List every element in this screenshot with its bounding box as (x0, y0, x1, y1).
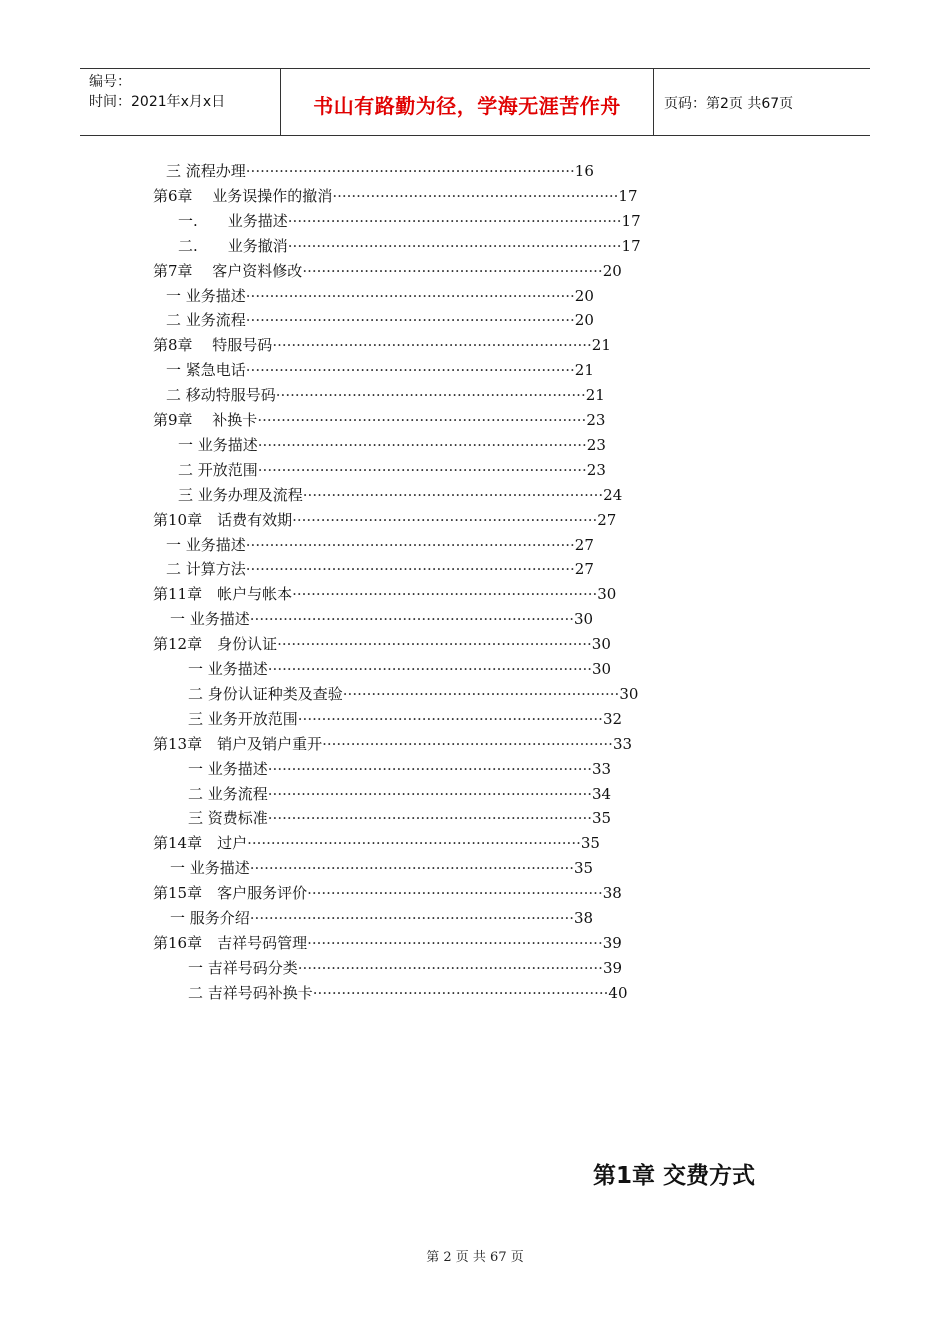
toc-entry-label: 一 业务描述 (188, 759, 268, 778)
toc-entry-page: 34 (592, 784, 612, 803)
header-page-info: 页码：第2页 共67页 (664, 96, 794, 112)
toc-leader-dots: ······························································ (307, 933, 603, 952)
toc-entry[interactable] (178, 210, 663, 232)
toc-leader-dots: ································································ (292, 585, 598, 604)
toc-entry-page: 30 (591, 635, 611, 654)
toc-entry-page: 33 (612, 734, 633, 753)
toc-entry-page: 39 (602, 958, 623, 977)
toc-entry[interactable] (153, 583, 639, 605)
toc-entry[interactable] (170, 857, 614, 879)
toc-entry-label: 第9章 补换卡 (153, 411, 258, 429)
toc-entry-label: 一 业务描述 (188, 660, 268, 678)
toc-leader-dots: ······························································ (307, 884, 603, 903)
toc-leader-dots: ···································································· (249, 859, 575, 878)
toc-entry-label: 一. 业务描述 (178, 211, 288, 230)
toc-entry-label: 二 吉祥号码补换卡 (188, 983, 313, 1002)
toc-entry-page: 24 (603, 485, 623, 504)
toc-leader-dots: ·································································· (277, 635, 592, 654)
header-meta (80, 69, 281, 135)
toc-entry-page: 35 (574, 859, 594, 878)
page-header (80, 68, 870, 136)
toc-entry-page: 21 (591, 336, 611, 355)
toc-entry-page: 20 (574, 311, 594, 330)
toc-entry[interactable] (166, 309, 616, 331)
toc-entry-label: 二 计算方法 (166, 560, 246, 579)
toc-entry[interactable] (166, 534, 616, 556)
toc-entry-label: 一 业务描述 (166, 535, 246, 554)
toc-entry[interactable] (166, 285, 616, 307)
toc-entry[interactable] (153, 509, 639, 531)
toc-entry-label: 三 资费标准 (188, 809, 268, 828)
toc-entry[interactable] (153, 932, 645, 954)
toc-entry-page: 30 (619, 684, 639, 703)
toc-entry-page: 27 (574, 535, 594, 554)
toc-entry-page: 17 (621, 236, 641, 255)
toc-entry[interactable] (178, 434, 628, 456)
toc-entry-label: 一 紧急电话 (166, 361, 246, 380)
toc-entry[interactable] (166, 359, 616, 381)
toc-entry-page: 20 (602, 261, 622, 280)
toc-entry-label: 二 移动特服号码 (166, 386, 276, 405)
toc-entry[interactable] (188, 758, 632, 780)
toc-entry-page: 27 (597, 510, 617, 529)
toc-entry-page: 27 (574, 560, 594, 579)
toc-leader-dots: ····································································· (257, 411, 587, 429)
toc-entry-page: 35 (580, 834, 600, 853)
toc-entry-label: 一 业务描述 (166, 286, 246, 305)
toc-entry-page: 17 (621, 211, 641, 230)
toc-entry-label: 第15章 客户服务评价 (153, 884, 308, 903)
toc-leader-dots: ································································ (297, 709, 603, 728)
toc-entry-label: 第10章 话费有效期 (153, 510, 293, 529)
toc-entry-label: 第7章 客户资料修改 (153, 261, 303, 280)
toc-entry-page: 38 (574, 909, 594, 927)
toc-entry[interactable] (178, 484, 645, 506)
toc-entry-page: 21 (574, 361, 594, 380)
toc-entry[interactable] (153, 185, 656, 207)
toc-leader-dots: ···························································· (332, 186, 619, 205)
toc-entry-page: 32 (602, 709, 623, 728)
toc-entry-page: 40 (608, 983, 628, 1002)
toc-entry[interactable] (153, 882, 645, 904)
toc-entry-label: 三 流程办理 (166, 162, 246, 180)
toc-entry-page: 21 (585, 386, 605, 405)
toc-entry[interactable] (170, 608, 614, 630)
toc-entry[interactable] (153, 733, 651, 755)
toc-leader-dots: ···································································· (267, 809, 593, 828)
toc-entry-label: 第11章 帐户与帐本 (153, 585, 293, 604)
toc-entry-label: 一 吉祥号码分类 (188, 958, 298, 977)
toc-entry[interactable] (178, 235, 663, 257)
toc-entry[interactable] (153, 832, 623, 854)
toc-leader-dots: ····································································· (245, 311, 575, 330)
toc-entry-page: 39 (602, 933, 622, 952)
toc-entry[interactable] (166, 384, 626, 406)
toc-leader-dots: ·························································· (342, 684, 620, 703)
toc-leader-dots: ····································································· (245, 162, 575, 180)
toc-entry-page: 35 (592, 809, 612, 828)
toc-leader-dots: ······································································ (247, 834, 581, 853)
toc-leader-dots: ··································································· (272, 336, 592, 355)
toc-entry-page: 23 (586, 435, 606, 454)
page-footer: 第 2 页 共 67 页 (426, 1250, 524, 1265)
toc-entry-page: 30 (592, 660, 612, 678)
toc-entry[interactable] (166, 160, 616, 182)
toc-leader-dots: ····································································· (257, 460, 587, 479)
toc-entry[interactable] (153, 334, 634, 356)
toc-entry-label: 第14章 过户 (153, 834, 248, 853)
toc-entry-page: 17 (618, 186, 638, 205)
toc-entry-page: 16 (574, 162, 594, 180)
toc-entry[interactable] (188, 783, 632, 805)
toc-leader-dots: ································································ (297, 958, 603, 977)
toc-leader-dots: ····························································· (322, 734, 613, 753)
toc-entry-label: 一 业务描述 (170, 610, 250, 629)
toc-leader-dots: ···································································· (267, 660, 593, 678)
toc-leader-dots: ································································ (292, 510, 598, 529)
toc-leader-dots: ······································································ (287, 236, 622, 255)
toc-leader-dots: ······························································· (302, 261, 603, 280)
toc-entry-label: 第12章 身份认证 (153, 635, 278, 654)
toc-entry-page: 30 (597, 585, 617, 604)
toc-entry[interactable] (166, 558, 616, 580)
toc-entry-page: 38 (602, 884, 622, 903)
toc-entry[interactable] (170, 907, 614, 929)
toc-leader-dots: ···································································· (249, 610, 575, 629)
header-motto: 书山有路勤为径，学海无涯苦作舟 (281, 69, 654, 135)
toc-entry-label: 一 业务描述 (178, 435, 258, 454)
toc-entry[interactable] (153, 633, 634, 655)
toc-entry-page: 23 (586, 411, 606, 429)
toc-entry[interactable] (178, 459, 628, 481)
toc-leader-dots: ······························································· (302, 485, 604, 504)
toc-entry[interactable] (188, 807, 632, 829)
toc-entry-page: 20 (574, 286, 594, 305)
toc-leader-dots: ································································· (275, 386, 586, 405)
toc-entry-label: 第16章 吉祥号码管理 (153, 933, 308, 952)
toc-leader-dots: ····································································· (257, 435, 587, 454)
toc-entry-label: 第13章 销户及销户重开 (153, 734, 323, 753)
toc-entry[interactable] (188, 683, 660, 705)
toc-leader-dots: ···································································· (267, 759, 593, 778)
toc-entry[interactable] (153, 260, 645, 282)
toc-entry-label: 二 业务流程 (166, 311, 246, 330)
toc-leader-dots: ····································································· (245, 286, 575, 305)
chapter-heading: 第1章 交费方式 (593, 1163, 756, 1189)
toc-leader-dots: ······························································ (312, 983, 609, 1002)
toc-entry[interactable] (188, 957, 643, 979)
toc-entry-page: 23 (586, 460, 606, 479)
toc-entry-label: 二 身份认证种类及查验 (188, 684, 343, 703)
toc-leader-dots: ····································································· (245, 560, 575, 579)
toc-leader-dots: ···································································· (267, 784, 593, 803)
toc-entry-label: 二 业务流程 (188, 784, 268, 803)
toc-entry-label: 一 业务描述 (170, 859, 250, 878)
toc-entry[interactable] (188, 658, 632, 680)
toc-entry-label: 三 业务开放范围 (188, 709, 298, 728)
toc-entry-label: 二. 业务撤消 (178, 236, 288, 255)
toc-entry[interactable] (188, 982, 649, 1004)
number-label: 编号： (89, 74, 131, 90)
toc-leader-dots: ······································································ (287, 211, 622, 230)
toc-entry[interactable] (188, 708, 643, 730)
time-label: 时间：2021年x月x日 (89, 94, 226, 110)
toc-entry-label: 二 开放范围 (178, 460, 258, 479)
toc-entry-page: 30 (574, 610, 594, 629)
toc-entry-page: 33 (592, 759, 612, 778)
toc-leader-dots: ····································································· (245, 361, 575, 380)
toc-entry-label: 一 服务介绍 (170, 909, 250, 927)
toc-entry-label: 三 业务办理及流程 (178, 485, 303, 504)
toc-leader-dots: ····································································· (245, 535, 575, 554)
toc-entry-label: 第6章 业务误操作的撤消 (153, 186, 333, 205)
toc-entry-label: 第8章 特服号码 (153, 336, 273, 355)
toc-entry[interactable] (153, 409, 628, 431)
toc-leader-dots: ···································································· (249, 909, 575, 927)
